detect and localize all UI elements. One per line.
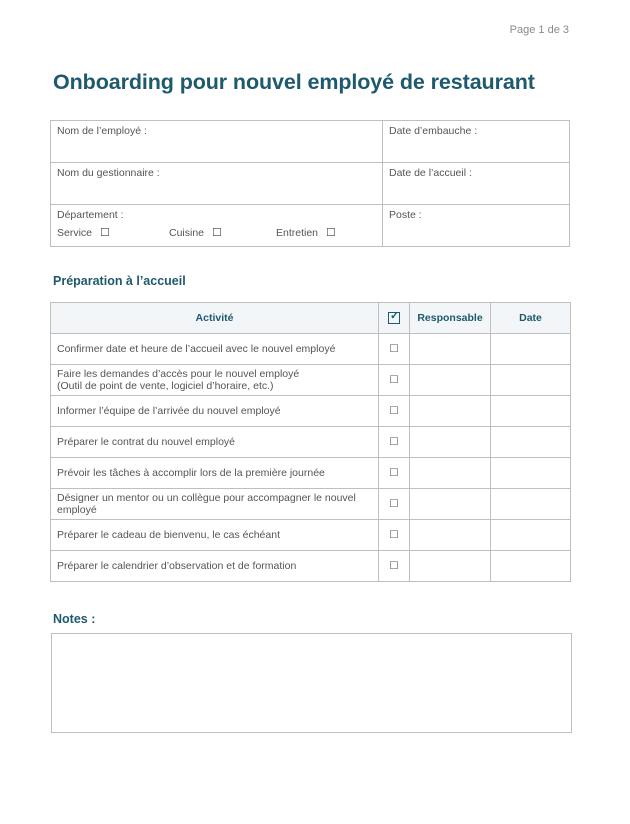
date-cell[interactable] [491,427,571,458]
activity-text: Confirmer date et heure de l’accueil avec le nouvel employé [57,343,336,355]
page-title: Onboarding pour nouvel employé de restaurant [53,70,535,94]
row-checkbox[interactable]: ☐ [379,334,410,365]
activity-cell [51,365,379,396]
activity-text-line2: employé [57,504,97,516]
date-cell[interactable] [491,396,571,427]
responsible-cell[interactable] [410,458,491,489]
employee-name-cell[interactable] [51,121,383,163]
info-row [51,121,570,163]
row-checkbox[interactable]: ☐ [379,489,410,520]
date-cell[interactable] [491,551,571,582]
row-checkbox[interactable]: ☐ [379,520,410,551]
entretien-checkbox[interactable]: ☐ [326,227,336,239]
activity-cell [51,334,379,365]
row-checkbox[interactable]: ☐ [379,427,410,458]
welcome-date-cell[interactable] [383,163,570,205]
date-cell[interactable] [491,334,571,365]
welcome-date-label: Date de l’accueil : [389,167,472,179]
responsible-column-header: Responsable [410,303,491,334]
hire-date-cell[interactable] [383,121,570,163]
checkbox-checked-icon [388,312,400,324]
activity-text: Informer l’équipe de l’arrivée du nouvel employé [57,405,281,417]
activity-text-line2: (Outil de point de vente, logiciel d’horaire, etc.) [57,380,274,392]
department-option-cuisine [169,226,276,239]
row-checkbox[interactable]: ☐ [379,396,410,427]
table-row [51,396,571,427]
activity-column-header: Activité [51,303,379,334]
employee-info-table [50,120,570,247]
department-option-label: Cuisine [169,227,205,239]
responsible-cell[interactable] [410,520,491,551]
activity-cell [51,396,379,427]
activity-cell [51,551,379,582]
responsible-cell[interactable] [410,427,491,458]
activity-text: Préparer le calendrier d’observation et de formation [57,560,297,572]
activity-cell [51,520,379,551]
activity-cell [51,489,379,520]
responsible-cell[interactable] [410,396,491,427]
preparation-table [50,302,571,582]
table-row [51,365,571,396]
checkmark-icon: ✓ [390,310,400,323]
department-option-entretien [276,226,336,239]
department-label: Département : [57,209,124,221]
activity-cell [51,427,379,458]
table-row [51,427,571,458]
department-cell [51,205,383,247]
preparation-header-row [51,303,571,334]
responsible-cell[interactable] [410,489,491,520]
activity-text: Prévoir les tâches à accomplir lors de la première journée [57,467,325,479]
row-checkbox[interactable]: ☐ [379,365,410,396]
manager-name-cell[interactable] [51,163,383,205]
notes-textarea[interactable] [51,633,572,733]
date-cell[interactable] [491,365,571,396]
table-row [51,520,571,551]
department-option-label: Service [57,227,93,239]
date-column-header: Date [491,303,571,334]
table-row [51,551,571,582]
activity-text: Préparer le contrat du nouvel employé [57,436,236,448]
activity-cell [51,458,379,489]
position-cell[interactable] [383,205,570,247]
responsible-cell[interactable] [410,551,491,582]
employee-name-label: Nom de l’employé : [57,125,147,137]
page-number: Page 1 de 3 [509,24,569,36]
activity-text: Préparer le cadeau de bienvenu, le cas échéant [57,529,280,541]
cuisine-checkbox[interactable]: ☐ [212,227,222,239]
activity-text: Désigner un mentor ou un collègue pour accompagner le nouvel [57,492,356,504]
table-row [51,489,571,520]
row-checkbox[interactable]: ☐ [379,551,410,582]
date-cell[interactable] [491,489,571,520]
info-row [51,205,570,247]
check-column-header [379,303,410,334]
date-cell[interactable] [491,520,571,551]
department-options [57,226,376,239]
preparation-rows [51,334,571,582]
preparation-heading: Préparation à l’accueil [53,274,186,288]
row-checkbox[interactable]: ☐ [379,458,410,489]
department-option-label: Entretien [276,227,319,239]
department-option-service [57,226,169,239]
activity-text: Faire les demandes d’accès pour le nouvel employé [57,368,300,380]
responsible-cell[interactable] [410,365,491,396]
notes-heading: Notes : [53,612,96,626]
responsible-cell[interactable] [410,334,491,365]
service-checkbox[interactable]: ☐ [100,227,110,239]
hire-date-label: Date d’embauche : [389,125,478,137]
manager-name-label: Nom du gestionnaire : [57,167,160,179]
position-label: Poste : [389,209,422,221]
date-cell[interactable] [491,458,571,489]
table-row [51,334,571,365]
table-row [51,458,571,489]
info-row [51,163,570,205]
